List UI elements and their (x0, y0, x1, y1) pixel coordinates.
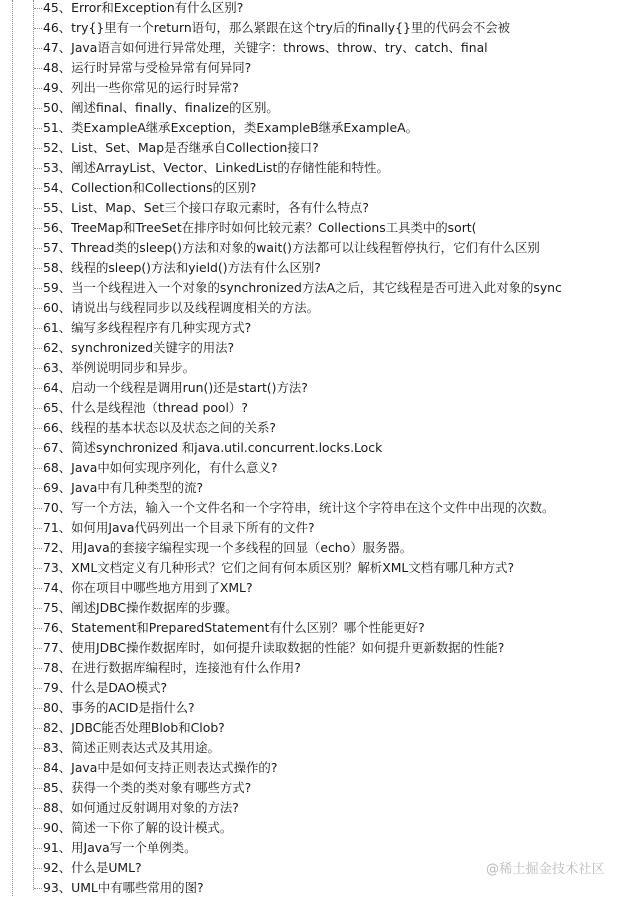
tree-connector (34, 528, 42, 529)
outline-item-number: 61、 (43, 320, 72, 335)
outline-item-label: Java中如何实现序列化，有什么意义? (71, 460, 278, 475)
outline-item-number: 92、 (43, 860, 72, 875)
tree-connector (34, 68, 42, 69)
outline-item-label: 阐述JDBC操作数据库的步骤。 (71, 600, 238, 615)
outline-item-number: 82、 (43, 720, 72, 735)
outline-item-number: 51、 (43, 120, 72, 135)
outline-item[interactable] (0, 218, 562, 238)
outline-item[interactable] (0, 518, 562, 538)
outline-item-label: 事务的ACID是指什么? (71, 700, 195, 715)
outline-item[interactable] (0, 858, 562, 878)
tree-connector (34, 508, 42, 509)
outline-item-number: 93、 (43, 880, 72, 895)
outline-item-number: 68、 (43, 460, 72, 475)
outline-item-label: 举例说明同步和异步。 (71, 360, 196, 375)
tree-connector (34, 768, 42, 769)
outline-item-number: 55、 (43, 200, 72, 215)
outline-item-label: Thread类的sleep()方法和对象的wait()方法都可以让线程暂停执行，它们有什么区别 (71, 240, 540, 255)
tree-connector (34, 248, 42, 249)
outline-item-label: 你在项目中哪些地方用到了XML? (71, 580, 253, 595)
outline-item-label: TreeMap和TreeSet在排序时如何比较元素？Collections工具类中的sort( (71, 220, 477, 235)
outline-item-number: 48、 (43, 60, 72, 75)
tree-connector (34, 828, 42, 829)
outline-item-number: 72、 (43, 540, 72, 555)
tree-connector (34, 368, 42, 369)
outline-item[interactable] (0, 358, 562, 378)
outline-item[interactable] (0, 258, 562, 278)
outline-item-label: UML中有哪些常用的图? (71, 880, 204, 895)
tree-connector (34, 288, 42, 289)
outline-item-label: 当一个线程进入一个对象的synchronized方法A之后，其它线程是否可进入此对象的sync (71, 280, 562, 295)
outline-item-label: 阐述ArrayList、Vector、LinkedList的存储性能和特性。 (71, 160, 389, 175)
outline-item-number: 63、 (43, 360, 72, 375)
outline-item-label: 简述正则表达式及其用途。 (71, 740, 220, 755)
outline-item[interactable] (0, 38, 562, 58)
tree-connector (34, 168, 42, 169)
outline-item[interactable] (0, 418, 562, 438)
outline-item[interactable] (0, 578, 562, 598)
outline-item-number: 76、 (43, 620, 72, 635)
outline-item-number: 79、 (43, 680, 72, 695)
outline-item[interactable] (0, 318, 562, 338)
outline-item[interactable] (0, 138, 562, 158)
outline-item-number: 75、 (43, 600, 72, 615)
outline-item-number: 71、 (43, 520, 72, 535)
outline-item-number: 60、 (43, 300, 72, 315)
outline-item-number: 84、 (43, 760, 72, 775)
tree-connector (34, 688, 42, 689)
watermark: @稀土掘金技术社区 (486, 862, 605, 877)
outline-item[interactable] (0, 538, 562, 558)
outline-item[interactable] (0, 438, 562, 458)
outline-item[interactable] (0, 278, 562, 298)
outline-item-number: 78、 (43, 660, 72, 675)
outline-item-label: List、Map、Set三个接口存取元素时，各有什么特点? (71, 200, 369, 215)
outline-item-label: 用Java写一个单例类。 (71, 840, 197, 855)
outline-item-label: List、Set、Map是否继承自Collection接口? (71, 140, 319, 155)
outline-item[interactable] (0, 18, 562, 38)
outline-item-number: 80、 (43, 700, 72, 715)
outline-item-number: 85、 (43, 780, 72, 795)
outline-item-label: 如何通过反射调用对象的方法? (71, 800, 239, 815)
outline-item-label: 运行时异常与受检异常有何异同? (71, 60, 252, 75)
tree-connector (34, 48, 42, 49)
outline-item-label: 使用JDBC操作数据库时，如何提升读取数据的性能？如何提升更新数据的性能? (71, 640, 505, 655)
outline-item[interactable] (0, 698, 562, 718)
tree-connector (34, 428, 42, 429)
tree-connector (34, 808, 42, 809)
tree-connector (34, 328, 42, 329)
outline-item-number: 59、 (43, 280, 72, 295)
tree-connector (34, 208, 42, 209)
outline-item-number: 65、 (43, 400, 72, 415)
outline-item[interactable] (0, 378, 562, 398)
outline-item-number: 52、 (43, 140, 72, 155)
outline-item[interactable] (0, 298, 562, 318)
outline-item-number: 70、 (43, 500, 72, 515)
tree-connector (34, 348, 42, 349)
outline-item-number: 54、 (43, 180, 72, 195)
outline-item-number: 91、 (43, 840, 72, 855)
outline-item-label: synchronized关键字的用法? (71, 340, 235, 355)
tree-connector (34, 88, 42, 89)
outline-item-label: 获得一个类的类对象有哪些方式? (71, 780, 252, 795)
outline-item-label: Collection和Collections的区别? (71, 180, 257, 195)
outline-item-number: 90、 (43, 820, 72, 835)
outline-item-label: 类ExampleA继承Exception，类ExampleB继承ExampleA。 (71, 120, 418, 135)
outline-item[interactable] (0, 818, 562, 838)
outline-item-label: Error和Exception有什么区别? (71, 0, 244, 15)
outline-item[interactable] (0, 798, 562, 818)
tree-connector (34, 308, 42, 309)
outline-item[interactable] (0, 98, 562, 118)
outline-item-label: 启动一个线程是调用run()还是start()方法? (71, 380, 308, 395)
tree-connector (34, 568, 42, 569)
outline-item-number: 45、 (43, 0, 72, 15)
outline-item[interactable] (0, 758, 562, 778)
tree-connector (34, 8, 42, 9)
tree-connector (34, 448, 42, 449)
outline-item-label: 线程的基本状态以及状态之间的关系? (71, 420, 276, 435)
outline-item-label: 什么是DAO模式? (71, 680, 168, 695)
outline-item[interactable] (0, 0, 562, 18)
outline-item[interactable] (0, 618, 562, 638)
outline-item-number: 62、 (43, 340, 72, 355)
tree-connector (34, 548, 42, 549)
tree-connector (34, 628, 42, 629)
tree-connector (34, 388, 42, 389)
tree-connector (34, 268, 42, 269)
outline-item-number: 88、 (43, 800, 72, 815)
outline-item[interactable] (0, 838, 562, 858)
outline-item[interactable] (0, 58, 562, 78)
outline-item-number: 53、 (43, 160, 72, 175)
outline-item[interactable] (0, 878, 562, 898)
tree-connector (34, 28, 42, 29)
outline-item-label: 阐述final、finally、finalize的区别。 (71, 100, 279, 115)
outline-item-label: 如何用Java代码列出一个目录下所有的文件? (71, 520, 315, 535)
tree-connector (34, 648, 42, 649)
outline-item[interactable] (0, 118, 562, 138)
outline-item-number: 83、 (43, 740, 72, 755)
outline-item-label: Java语言如何进行异常处理，关键字：throws、throw、try、catch、final (71, 40, 488, 55)
tree-connector (34, 468, 42, 469)
outline-item-label: try{}里有一个return语句，那么紧跟在这个try后的finally{}里的代码会不会被 (71, 20, 511, 35)
outline-item-label: Java中有几种类型的流? (71, 480, 204, 495)
outline-item[interactable] (0, 158, 562, 178)
outline-item[interactable] (0, 178, 562, 198)
outline-item-number: 46、 (43, 20, 72, 35)
outline-item-label: 写一个方法，输入一个文件名和一个字符串，统计这个字符串在这个文件中出现的次数。 (71, 500, 555, 515)
outline-item-number: 67、 (43, 440, 72, 455)
outline-item[interactable] (0, 598, 562, 618)
outline-item-number: 64、 (43, 380, 72, 395)
outline-item[interactable] (0, 738, 562, 758)
outline-item[interactable] (0, 338, 562, 358)
outline-item-label: 编写多线程程序有几种实现方式? (71, 320, 252, 335)
outline-item[interactable] (0, 658, 562, 678)
outline-item-number: 50、 (43, 100, 72, 115)
tree-connector (34, 228, 42, 229)
outline-item[interactable] (0, 778, 562, 798)
tree-connector (34, 868, 42, 869)
outline-item-label: 线程的sleep()方法和yield()方法有什么区别? (71, 260, 321, 275)
outline-item-label: 在进行数据库编程时，连接池有什么作用? (71, 660, 301, 675)
outline-item[interactable] (0, 638, 562, 658)
outline-item-label: Java中是如何支持正则表达式操作的? (71, 760, 278, 775)
outline-item[interactable] (0, 498, 562, 518)
outline-item-number: 77、 (43, 640, 72, 655)
outline-item-label: JDBC能否处理Blob和Clob? (71, 720, 225, 735)
tree-connector (34, 708, 42, 709)
tree-connector (34, 148, 42, 149)
outline-item-number: 73、 (43, 560, 72, 575)
outline-item-number: 56、 (43, 220, 72, 235)
outline-item-number: 66、 (43, 420, 72, 435)
outline-item-label: 简述synchronized 和java.util.concurrent.locks.Lock (71, 440, 383, 455)
outline-item[interactable] (0, 718, 562, 738)
outline-item[interactable] (0, 398, 562, 418)
outline-item[interactable] (0, 558, 562, 578)
outline-item[interactable] (0, 458, 562, 478)
tree-connector (34, 128, 42, 129)
outline-item-label: XML文档定义有几种形式？它们之间有何本质区别？解析XML文档有哪几种方式? (71, 560, 515, 575)
tree-connector (34, 788, 42, 789)
outline-item[interactable] (0, 238, 562, 258)
tree-connector (34, 408, 42, 409)
tree-connector (34, 888, 42, 889)
outline-item[interactable] (0, 678, 562, 698)
outline-item-label: 什么是线程池（thread pool）? (71, 400, 248, 415)
outline-item-number: 49、 (43, 80, 72, 95)
outline-item-number: 74、 (43, 580, 72, 595)
tree-connector (34, 848, 42, 849)
tree-connector (34, 488, 42, 489)
outline-item-label: 请说出与线程同步以及线程调度相关的方法。 (71, 300, 319, 315)
outline-item-label: 列出一些你常见的运行时异常? (71, 80, 239, 95)
outline-item[interactable] (0, 78, 562, 98)
tree-connector (34, 748, 42, 749)
tree-connector (34, 108, 42, 109)
tree-connector (34, 608, 42, 609)
outline-item-label: 什么是UML? (71, 860, 142, 875)
outline-item[interactable] (0, 198, 562, 218)
outline-item-number: 58、 (43, 260, 72, 275)
outline-item-number: 57、 (43, 240, 72, 255)
outline-item-label: 用Java的套接字编程实现一个多线程的回显（echo）服务器。 (71, 540, 413, 555)
tree-connector (34, 588, 42, 589)
outline-item-number: 69、 (43, 480, 72, 495)
tree-connector (34, 188, 42, 189)
outline-item-label: Statement和PreparedStatement有什么区别？哪个性能更好? (71, 620, 425, 635)
tree-connector (34, 668, 42, 669)
outline-item[interactable] (0, 478, 562, 498)
outline-item-number: 47、 (43, 40, 72, 55)
outline-item-label: 简述一下你了解的设计模式。 (71, 820, 233, 835)
tree-connector (34, 728, 42, 729)
